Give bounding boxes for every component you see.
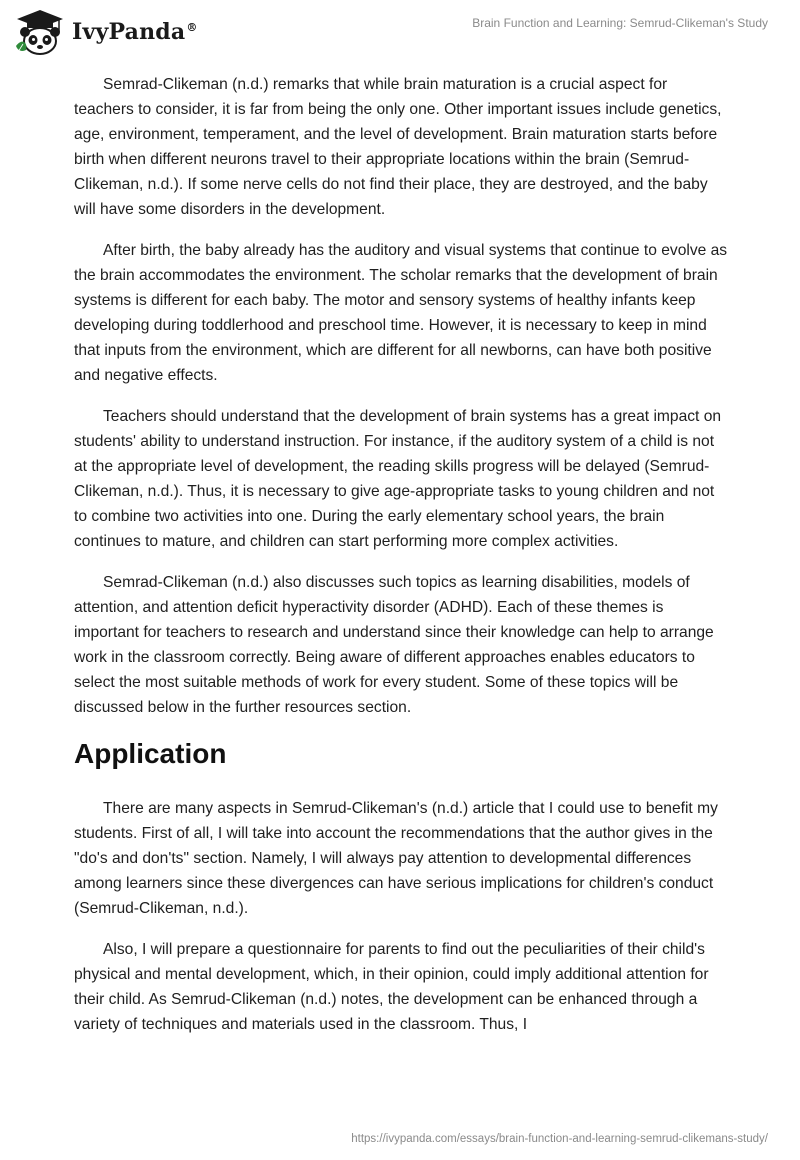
paragraph: Teachers should understand that the development of brain systems has a great impact on students' ability to understand instruction. For instance, if the auditory system of a child is not at the appropriate level of development, the reading skills progress will be delayed (Semrud-Clikeman, n.d.). Thus, it is necessary to give age-appropriate tasks to young children and not to combine two activities into one. During the early elementary school years, the brain continues to mature, and children can start performing more complex activities.: [74, 408, 722, 550]
paragraph: There are many aspects in Semrud-Clikeman's (n.d.) article that I could use to benefit my students. First of all, I will take into account the recommendations that the author gives in the "do's and don'ts" section. Namely, I will always pay attention to developmental differences among learners since these divergences can have serious implications for children's conduct (Semrud-Clikeman, n.d.).: [74, 800, 718, 917]
paragraph: Semrad-Clikeman (n.d.) remarks that while brain maturation is a crucial aspect for teachers to consider, it is far from being the only one. Other important issues include genetics, age, environment, temperament, and the level of development. Brain maturation starts before birth when different neurons travel to their appropriate locations within the brain (Semrud-Clikeman, n.d.). If some nerve cells do not find their place, they are destroyed, and the baby will have some disorders in the development.: [74, 76, 722, 218]
paragraph: Also, I will prepare a questionnaire for parents to find out the peculiarities of their child's physical and mental development, which, in their opinion, could imply additional attention for their child. As Semrud-Clikeman (n.d.) notes, the development can be enhanced through a variety of techniques and materials used in the classroom. Thus, I: [74, 941, 709, 1033]
paragraph: After birth, the baby already has the auditory and visual systems that continue to evolve as the brain accommodates the environment. The scholar remarks that the development of brain systems is different for each baby. The motor and sensory systems of healthy infants keep developing during toddlerhood and preschool time. However, it is necessary to keep in mind that inputs from the environment, which are different for all newborns, can have both positive and negative effects.: [74, 242, 728, 384]
running-title: Brain Function and Learning: Semrud-Clikeman's Study: [472, 16, 768, 30]
brand-logo[interactable]: [14, 8, 198, 56]
source-url[interactable]: https://ivypanda.com/essays/brain-function-and-learning-semrud-clikemans-study/: [351, 1133, 768, 1145]
page-header: [0, 0, 800, 62]
essay-body: [74, 72, 728, 1053]
section-heading: Application: [74, 738, 227, 769]
brand-name: IvyPanda®: [72, 19, 198, 45]
registered-mark: ®: [186, 20, 198, 34]
paragraph: Semrad-Clikeman (n.d.) also discusses such topics as learning disabilities, models of attention, and attention deficit hyperactivity disorder (ADHD). Each of these themes is important for teachers to research and understand since their knowledge can help to arrange work in the classroom correctly. Being aware of different approaches enables educators to select the most suitable methods of work for every student. Some of these topics will be discussed below in the further resources section.: [74, 574, 714, 716]
panda-graduate-icon: [14, 8, 66, 56]
